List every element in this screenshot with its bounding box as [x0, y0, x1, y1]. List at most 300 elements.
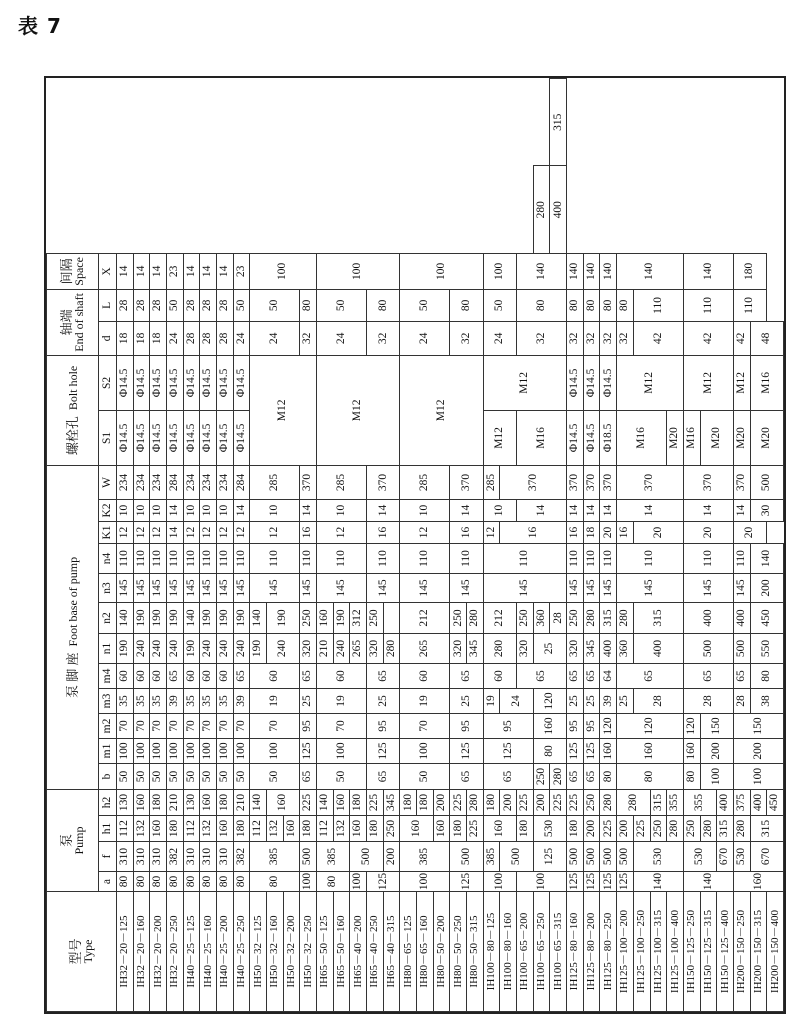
- value-cell: 65: [167, 663, 184, 688]
- value-cell: 100: [350, 872, 367, 892]
- value-cell: 210: [167, 789, 184, 815]
- value-cell: 280: [550, 763, 567, 789]
- value-cell: Φ14.5: [133, 410, 150, 465]
- value-cell: 80: [167, 872, 184, 892]
- value-cell: 35: [117, 688, 134, 713]
- value-cell: 190: [233, 602, 250, 633]
- value-cell: 200: [700, 738, 733, 763]
- value-cell: 110: [733, 543, 750, 573]
- value-cell: 225: [567, 789, 584, 815]
- value-cell: 120: [683, 713, 700, 738]
- value-cell: M12: [317, 355, 400, 465]
- value-cell: 180: [233, 816, 250, 842]
- value-cell: 125: [617, 872, 634, 892]
- value-cell: 145: [483, 573, 566, 602]
- value-cell: 670: [717, 842, 734, 872]
- value-cell: 50: [150, 763, 167, 789]
- value-cell: 110: [400, 543, 450, 573]
- value-cell: 50: [400, 289, 450, 321]
- value-cell: 35: [133, 688, 150, 713]
- type-cell: IH125－100－315: [650, 892, 667, 1012]
- value-cell: 234: [200, 465, 217, 499]
- value-cell: 280: [667, 816, 684, 842]
- value-cell: 190: [200, 602, 217, 633]
- value-cell: 180: [517, 816, 534, 842]
- value-cell: 14: [167, 521, 184, 543]
- value-cell: 500: [617, 842, 634, 872]
- value-cell: 200: [750, 573, 783, 602]
- value-cell: 18: [583, 521, 600, 543]
- value-cell: 130: [117, 789, 134, 815]
- value-cell: 100: [317, 738, 367, 763]
- value-cell: 80: [617, 289, 634, 321]
- value-cell: 132: [267, 816, 284, 842]
- col-x: X: [99, 253, 117, 289]
- value-cell: 95: [367, 713, 400, 738]
- value-cell: 28: [117, 289, 134, 321]
- value-cell: 280: [700, 816, 717, 842]
- value-cell: 132: [133, 816, 150, 842]
- value-cell: 70: [133, 713, 150, 738]
- value-cell: 370: [600, 465, 617, 499]
- value-cell: 10: [250, 499, 300, 521]
- value-cell: Φ14.5: [183, 410, 200, 465]
- value-cell: M20: [700, 410, 733, 465]
- value-cell: 24: [317, 321, 367, 355]
- value-cell: 240: [233, 633, 250, 663]
- value-cell: 14: [233, 499, 250, 521]
- value-cell: 140: [617, 253, 684, 289]
- value-cell: 95: [450, 713, 483, 738]
- value-cell: 110: [300, 543, 317, 573]
- value-cell: 70: [183, 713, 200, 738]
- value-cell: 60: [400, 663, 450, 688]
- col-m4: m4: [99, 663, 117, 688]
- col-n3: n3: [99, 573, 117, 602]
- value-cell: 100: [200, 738, 217, 763]
- value-cell: 345: [583, 633, 600, 663]
- value-cell: 65: [567, 763, 584, 789]
- value-cell: 240: [267, 633, 300, 663]
- value-cell: 160: [433, 816, 450, 842]
- value-cell: 28: [733, 688, 750, 713]
- value-cell: 100: [733, 763, 783, 789]
- value-cell: 530: [733, 842, 750, 872]
- type-cell: IH32－20－125: [117, 892, 134, 1012]
- value-cell: M12: [250, 355, 317, 465]
- value-cell: Φ18.5: [600, 410, 617, 465]
- value-cell: 10: [133, 499, 150, 521]
- value-cell: 10: [483, 499, 516, 521]
- value-cell: 125: [533, 842, 566, 872]
- value-cell: 65: [567, 663, 584, 688]
- value-cell: 110: [450, 543, 483, 573]
- value-cell: 100: [517, 872, 567, 892]
- value-cell: 42: [633, 321, 683, 355]
- value-cell: 60: [150, 663, 167, 688]
- value-cell: 60: [217, 663, 234, 688]
- value-cell: 145: [300, 573, 317, 602]
- value-cell: 100: [700, 763, 733, 789]
- value-cell: 18: [117, 321, 134, 355]
- col-m2: m2: [99, 713, 117, 738]
- value-cell: 110: [217, 543, 234, 573]
- value-cell: 250: [450, 602, 467, 633]
- col-m3: m3: [99, 688, 117, 713]
- value-cell: 145: [617, 573, 684, 602]
- value-cell: 28: [217, 321, 234, 355]
- col-l: L: [99, 289, 117, 321]
- value-cell: 160: [600, 738, 617, 763]
- value-cell: 400: [733, 602, 750, 633]
- type-cell: IH32－20－250: [167, 892, 184, 1012]
- value-cell: 310: [200, 842, 217, 872]
- value-cell: 280: [483, 633, 516, 663]
- value-cell: 112: [250, 816, 267, 842]
- table-row: [150, 79, 167, 1012]
- value-cell: 65: [583, 763, 600, 789]
- value-cell: Φ14.5: [583, 410, 600, 465]
- value-cell: 530: [633, 842, 683, 872]
- value-cell: 12: [250, 521, 300, 543]
- value-cell: 24: [500, 688, 533, 713]
- value-cell: 65: [367, 763, 400, 789]
- space-header: 间隔 Space: [47, 253, 99, 289]
- value-cell: 250: [583, 789, 600, 815]
- value-cell: 180: [150, 789, 167, 815]
- rotated-sheet: [46, 78, 784, 1012]
- value-cell: 42: [733, 321, 750, 355]
- value-cell: 32: [583, 321, 600, 355]
- value-cell: Φ14.5: [200, 410, 217, 465]
- value-cell: 200: [500, 789, 517, 815]
- value-cell: 30: [750, 499, 783, 521]
- value-cell: 10: [317, 499, 367, 521]
- value-cell: 28: [200, 321, 217, 355]
- value-cell: 225: [367, 789, 384, 815]
- value-cell: 500: [450, 842, 483, 872]
- value-cell: 28: [200, 289, 217, 321]
- value-cell: 80: [617, 763, 684, 789]
- type-cell: IH32－20－160: [133, 892, 150, 1012]
- value-cell: 370: [617, 465, 684, 499]
- value-cell: 80: [450, 289, 483, 321]
- value-cell: 65: [300, 663, 317, 688]
- col-m1: m1: [99, 738, 117, 763]
- table-row: [317, 79, 334, 1012]
- table-row: [367, 79, 384, 1012]
- value-cell: 80: [683, 763, 700, 789]
- value-cell: 100: [250, 253, 317, 289]
- value-cell: 50: [117, 763, 134, 789]
- value-cell: 240: [133, 633, 150, 663]
- value-cell: 16: [567, 521, 584, 543]
- col-n4: n4: [99, 543, 117, 573]
- type-cell: IH100－65－315: [550, 892, 567, 1012]
- value-cell: 140: [117, 602, 134, 633]
- value-cell: 280: [533, 166, 550, 253]
- value-cell: 145: [733, 573, 750, 602]
- value-cell: 100: [250, 738, 300, 763]
- value-cell: 160: [400, 816, 433, 842]
- value-cell: 32: [367, 321, 400, 355]
- value-cell: 370: [567, 465, 584, 499]
- type-cell: IH125－80－250: [600, 892, 617, 1012]
- value-cell: 110: [567, 543, 584, 573]
- value-cell: 530: [683, 842, 716, 872]
- table-row: [400, 79, 417, 1012]
- value-cell: 20: [683, 521, 733, 543]
- value-cell: 39: [233, 688, 250, 713]
- value-cell: 80: [317, 872, 350, 892]
- value-cell: 145: [683, 573, 733, 602]
- value-cell: 132: [200, 816, 217, 842]
- value-cell: 100: [233, 738, 250, 763]
- value-cell: 190: [250, 633, 267, 663]
- value-cell: 110: [250, 543, 300, 573]
- value-cell: 14: [567, 499, 584, 521]
- value-cell: 265: [400, 633, 450, 663]
- value-cell: 385: [250, 842, 300, 872]
- value-cell: Φ14.5: [150, 355, 167, 410]
- value-cell: 355: [667, 789, 684, 815]
- value-cell: 160: [317, 602, 334, 633]
- value-cell: 400: [550, 166, 567, 253]
- value-cell: 375: [733, 789, 750, 815]
- value-cell: 190: [217, 602, 234, 633]
- value-cell: 180: [367, 816, 384, 842]
- value-cell: 225: [633, 816, 650, 842]
- value-cell: 400: [600, 633, 617, 663]
- value-cell: 145: [167, 573, 184, 602]
- value-cell: 200: [533, 789, 550, 815]
- value-cell: 370: [367, 465, 400, 499]
- value-cell: 234: [133, 465, 150, 499]
- value-cell: 18: [150, 321, 167, 355]
- value-cell: 160: [683, 738, 700, 763]
- value-cell: 70: [250, 713, 300, 738]
- value-cell: 14: [733, 499, 750, 521]
- value-cell: 225: [300, 789, 317, 815]
- value-cell: 70: [150, 713, 167, 738]
- value-cell: 225: [450, 789, 467, 815]
- value-cell: 500: [750, 465, 783, 499]
- value-cell: 39: [600, 688, 617, 713]
- value-cell: 19: [400, 688, 450, 713]
- value-cell: 285: [483, 465, 500, 499]
- value-cell: 110: [367, 543, 400, 573]
- value-cell: 140: [583, 253, 600, 289]
- value-cell: 385: [400, 842, 450, 872]
- type-cell: IH80－50－200: [433, 892, 450, 1012]
- col-f: f: [99, 842, 117, 872]
- value-cell: 160: [333, 789, 350, 815]
- value-cell: 145: [200, 573, 217, 602]
- value-cell: 160: [350, 816, 367, 842]
- value-cell: 50: [233, 289, 250, 321]
- value-cell: 95: [483, 713, 533, 738]
- value-cell: M20: [667, 410, 684, 465]
- value-cell: 120: [533, 688, 566, 713]
- col-k1: K1: [99, 521, 117, 543]
- value-cell: 125: [300, 738, 317, 763]
- value-cell: 180: [733, 253, 766, 289]
- value-cell: 50: [233, 763, 250, 789]
- value-cell: 12: [317, 521, 367, 543]
- value-cell: 112: [117, 816, 134, 842]
- value-cell: 190: [167, 602, 184, 633]
- table-row: [200, 79, 217, 1012]
- value-cell: 23: [233, 253, 250, 289]
- value-cell: 32: [600, 321, 617, 355]
- value-cell: 250: [683, 816, 700, 842]
- value-cell: 95: [583, 713, 600, 738]
- value-cell: 145: [117, 573, 134, 602]
- value-cell: 125: [567, 872, 584, 892]
- value-cell: 250: [533, 763, 550, 789]
- type-cell: IH80－50－250: [450, 892, 467, 1012]
- value-cell: 65: [483, 763, 533, 789]
- table-row: [133, 79, 150, 1012]
- value-cell: 200: [733, 738, 783, 763]
- value-cell: 180: [567, 816, 584, 842]
- value-cell: 132: [333, 816, 350, 842]
- value-cell: 125: [583, 738, 600, 763]
- value-cell: 65: [583, 663, 600, 688]
- type-cell: IH125－80－200: [583, 892, 600, 1012]
- value-cell: M16: [750, 355, 783, 410]
- value-cell: 20: [633, 521, 683, 543]
- value-cell: 240: [333, 633, 350, 663]
- value-cell: 110: [633, 289, 683, 321]
- value-cell: 310: [117, 842, 134, 872]
- value-cell: 64: [600, 663, 617, 688]
- value-cell: 65: [733, 663, 750, 688]
- type-cell: IH65－50－125: [317, 892, 334, 1012]
- value-cell: 500: [683, 633, 733, 663]
- value-cell: 234: [183, 465, 200, 499]
- value-cell: 140: [567, 253, 584, 289]
- value-cell: 234: [117, 465, 134, 499]
- value-cell: 145: [367, 573, 400, 602]
- value-cell: 25: [450, 688, 483, 713]
- value-cell: 24: [167, 321, 184, 355]
- value-cell: 310: [217, 842, 234, 872]
- value-cell: 280: [600, 789, 617, 815]
- value-cell: 280: [617, 602, 634, 633]
- value-cell: 35: [217, 688, 234, 713]
- value-cell: 12: [117, 521, 134, 543]
- value-cell: 315: [550, 79, 567, 166]
- value-cell: 12: [483, 521, 500, 543]
- value-cell: 12: [150, 521, 167, 543]
- value-cell: Φ14.5: [217, 410, 234, 465]
- value-cell: 70: [400, 713, 450, 738]
- value-cell: 80: [150, 872, 167, 892]
- value-cell: 160: [283, 816, 300, 842]
- value-cell: 70: [217, 713, 234, 738]
- value-cell: Φ14.5: [567, 355, 584, 410]
- value-cell: 240: [150, 633, 167, 663]
- value-cell: Φ14.5: [117, 355, 134, 410]
- value-cell: 315: [717, 816, 734, 842]
- value-cell: 315: [633, 602, 683, 633]
- value-cell: 100: [400, 253, 483, 289]
- value-cell: 95: [567, 713, 584, 738]
- type-cell: IH125－100－250: [633, 892, 650, 1012]
- value-cell: 200: [583, 816, 600, 842]
- value-cell: 240: [200, 633, 217, 663]
- value-cell: 48: [750, 321, 783, 355]
- value-cell: 50: [183, 763, 200, 789]
- value-cell: 60: [200, 663, 217, 688]
- value-cell: 95: [300, 713, 317, 738]
- table-row: [733, 79, 750, 1012]
- value-cell: 400: [683, 602, 733, 633]
- table-row: [683, 79, 700, 1012]
- value-cell: 100: [400, 738, 450, 763]
- table-row: [567, 79, 584, 1012]
- value-cell: 212: [483, 602, 516, 633]
- value-cell: 16: [450, 521, 483, 543]
- value-cell: 80: [750, 663, 783, 688]
- value-cell: 225: [550, 789, 567, 815]
- value-cell: 14: [200, 253, 217, 289]
- type-cell: IH65－50－160: [333, 892, 350, 1012]
- col-s1: S1: [99, 410, 117, 465]
- col-n1: n1: [99, 633, 117, 663]
- value-cell: 285: [317, 465, 367, 499]
- value-cell: Φ14.5: [583, 355, 600, 410]
- value-cell: 125: [600, 872, 617, 892]
- value-cell: 160: [200, 789, 217, 815]
- value-cell: 160: [267, 789, 300, 815]
- value-cell: 32: [567, 321, 584, 355]
- value-cell: 355: [683, 789, 716, 815]
- value-cell: 14: [150, 253, 167, 289]
- value-cell: 160: [617, 738, 684, 763]
- value-cell: 80: [250, 872, 300, 892]
- value-cell: 670: [750, 842, 783, 872]
- value-cell: 500: [500, 842, 533, 872]
- table-row: [300, 79, 317, 1012]
- value-cell: Φ14.5: [150, 410, 167, 465]
- foot-base-header: 泵 脚 座 Foot base of pump: [47, 465, 99, 789]
- value-cell: 280: [383, 633, 400, 663]
- value-cell: 280: [583, 602, 600, 633]
- type-cell: IH100－80－160: [500, 892, 517, 1012]
- value-cell: 16: [617, 521, 634, 543]
- value-cell: 150: [700, 713, 733, 738]
- value-cell: 42: [683, 321, 733, 355]
- value-cell: 250: [517, 602, 534, 633]
- value-cell: 140: [517, 253, 567, 289]
- value-cell: 50: [317, 763, 367, 789]
- value-cell: 145: [133, 573, 150, 602]
- type-cell: IH150－125－250: [683, 892, 700, 1012]
- value-cell: 28: [633, 688, 683, 713]
- value-cell: Φ14.5: [600, 355, 617, 410]
- value-cell: 370: [500, 465, 567, 499]
- value-cell: 70: [200, 713, 217, 738]
- value-cell: 100: [400, 872, 450, 892]
- value-cell: 190: [267, 602, 300, 633]
- value-cell: 360: [617, 633, 634, 663]
- value-cell: M16: [617, 410, 667, 465]
- value-cell: Φ14.5: [233, 410, 250, 465]
- value-cell: 65: [300, 763, 317, 789]
- value-cell: 120: [617, 713, 684, 738]
